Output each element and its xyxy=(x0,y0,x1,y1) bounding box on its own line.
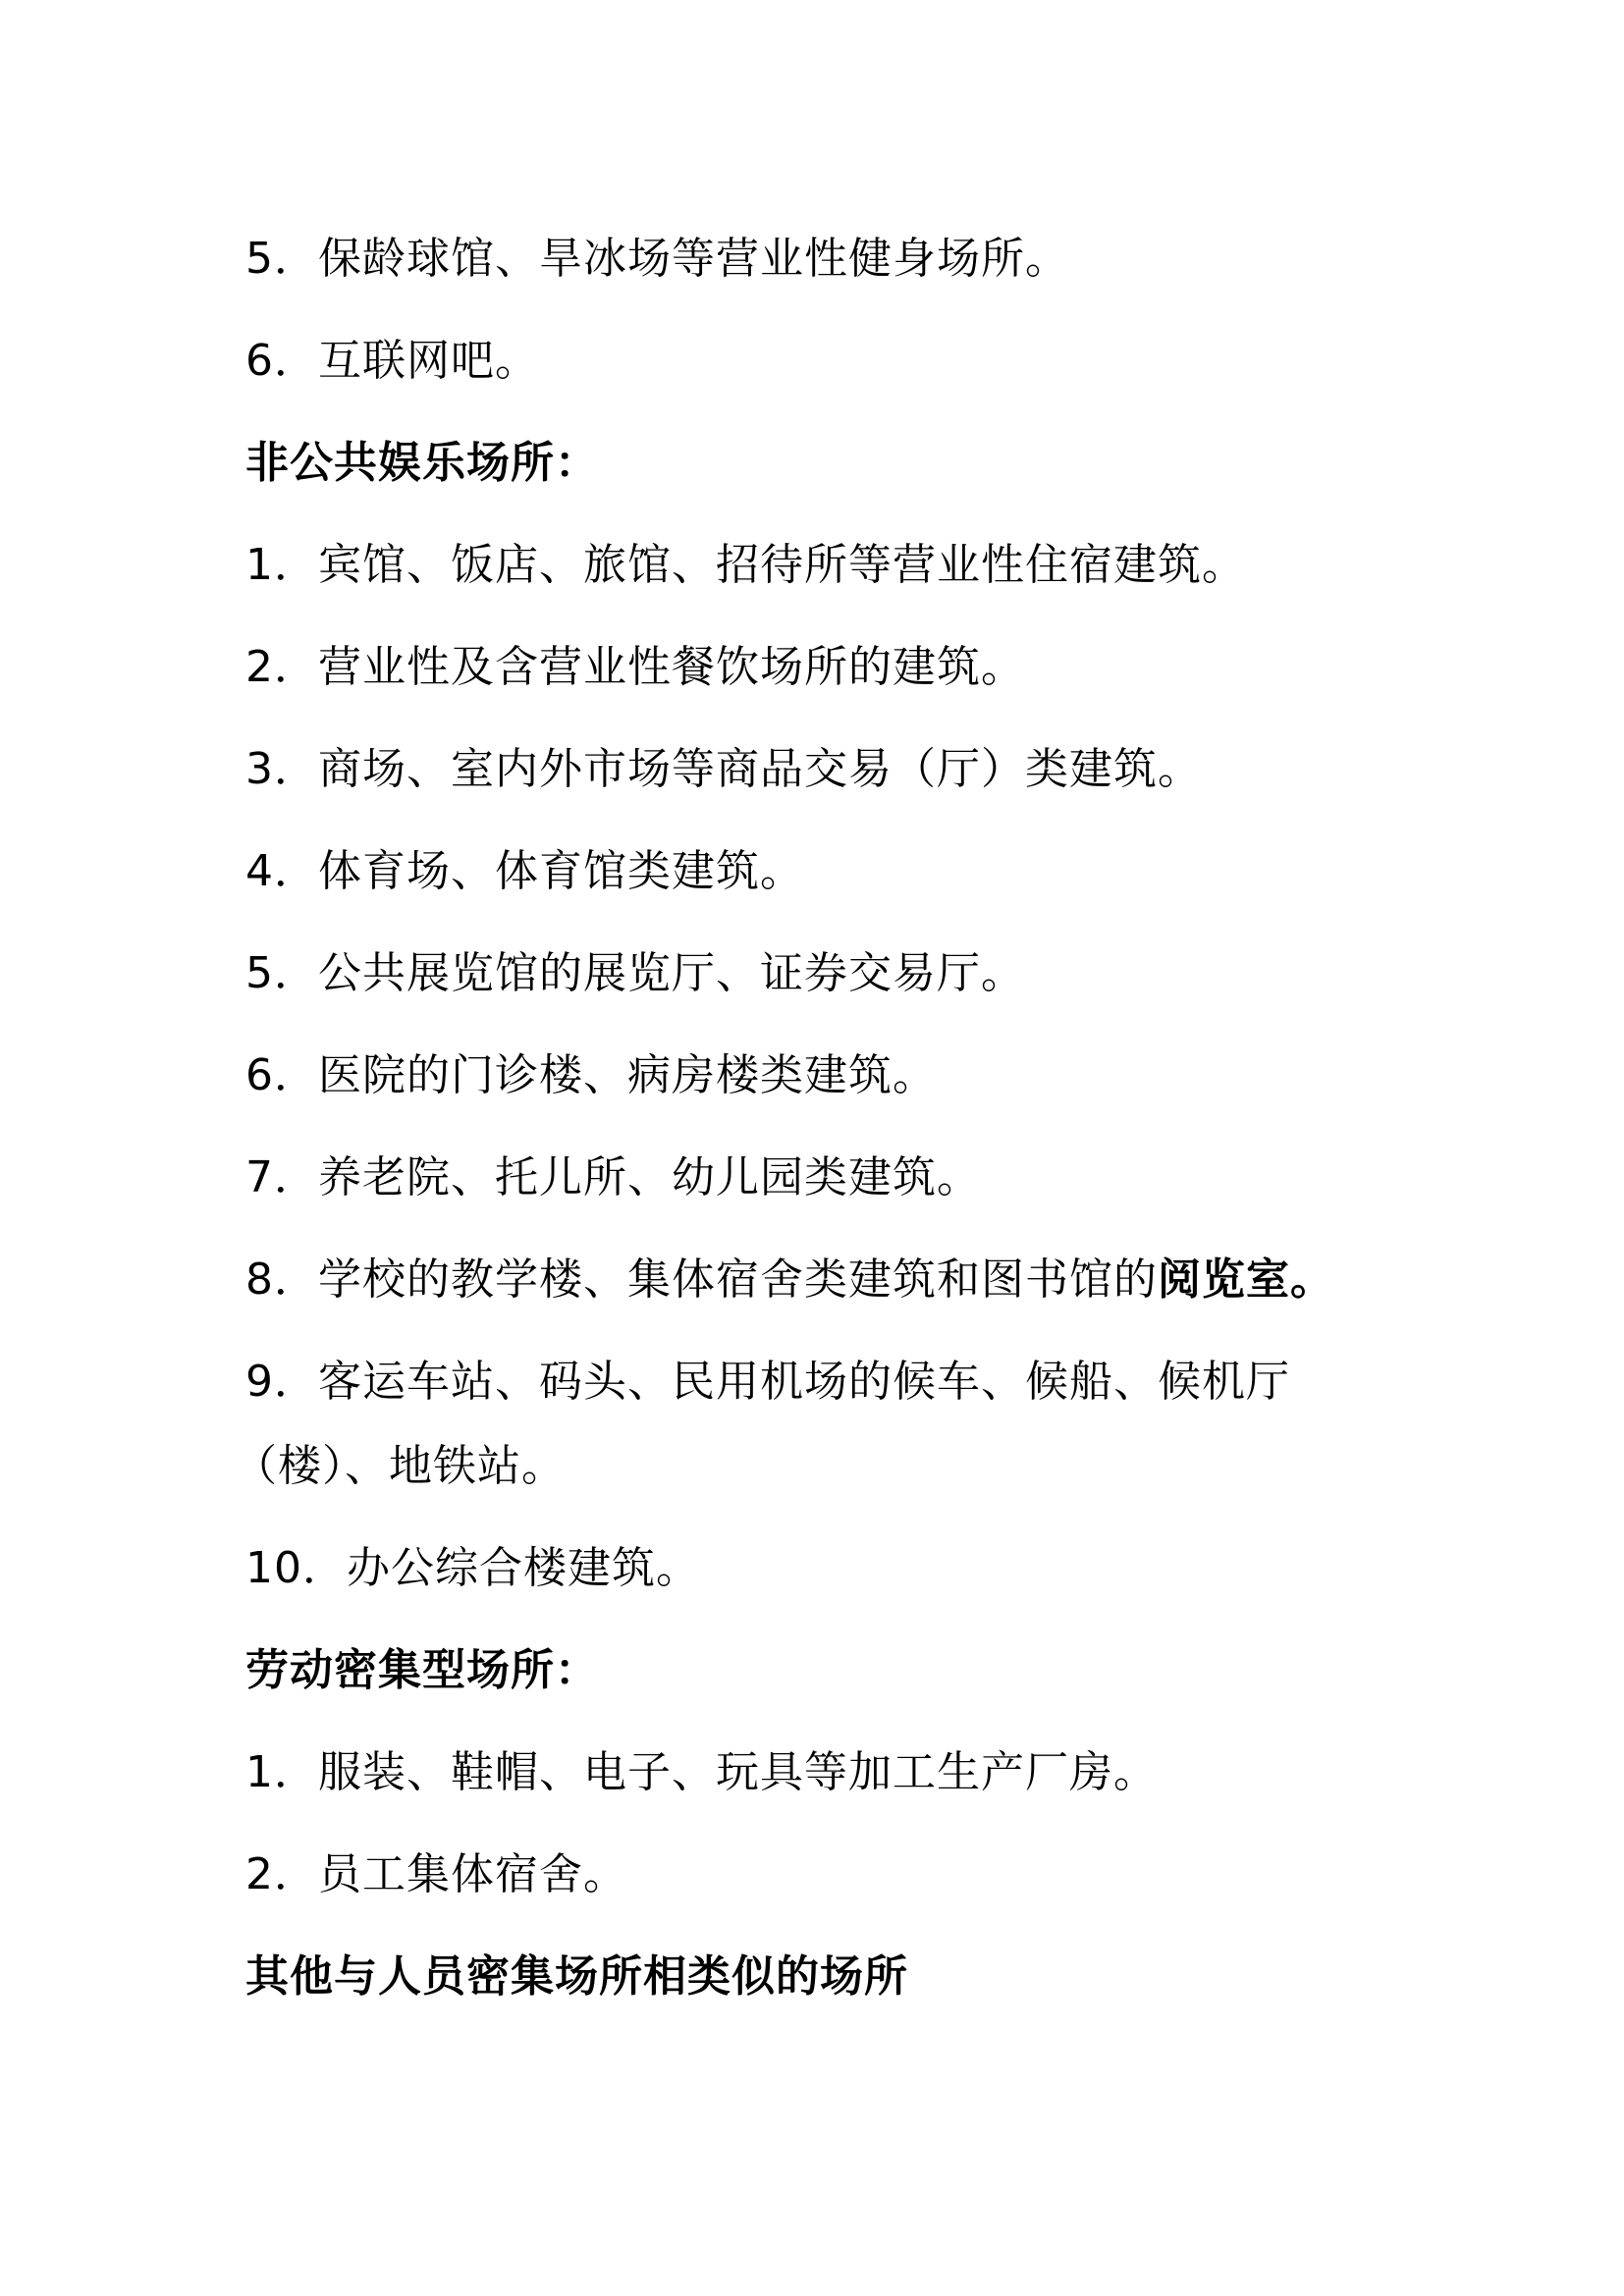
item-text: 服装、鞋帽、电子、玩具等加工生产厂房。 xyxy=(318,1747,1158,1797)
item-number: 8． xyxy=(245,1255,318,1305)
list-item xyxy=(245,1148,1375,1207)
list-item xyxy=(245,332,1375,391)
item-text: 医院的门诊楼、病房楼类建筑。 xyxy=(318,1050,937,1100)
item-text: 公共展览馆的展览厅、证券交易厅。 xyxy=(318,948,1025,998)
item-number: 9． xyxy=(245,1357,318,1407)
list-item xyxy=(245,1353,1375,1412)
list-item xyxy=(245,638,1375,697)
list-item xyxy=(245,536,1375,595)
item-text: 互联网吧。 xyxy=(318,336,539,386)
item-number: 6． xyxy=(245,1050,318,1100)
item-number: 4． xyxy=(245,846,318,896)
item-text: 体育场、体育馆类建筑。 xyxy=(318,846,804,896)
list-item xyxy=(245,842,1375,901)
item-number: 5． xyxy=(245,234,318,284)
list-item xyxy=(245,740,1375,799)
list-item xyxy=(245,1845,1375,1904)
item-text: 商场、室内外市场等商品交易（厅）类建筑。 xyxy=(318,744,1202,794)
item-number: 7． xyxy=(245,1152,318,1202)
item-number: 5． xyxy=(245,948,318,998)
list-item xyxy=(245,1743,1375,1802)
item-number: 6． xyxy=(245,336,318,386)
list-item xyxy=(245,1539,1375,1598)
item-text: 学校的教学楼、集体宿舍类建筑和图书馆的 xyxy=(318,1255,1158,1305)
item-text: 营业性及含营业性餐饮场所的建筑。 xyxy=(318,642,1025,692)
item-text: 宾馆、饭店、旅馆、招待所等营业性住宿建筑。 xyxy=(318,540,1246,590)
item-text: 养老院、托儿所、幼儿园类建筑。 xyxy=(318,1152,981,1202)
item-number: 3． xyxy=(245,744,318,794)
item-text-emphasis: 阅览室。 xyxy=(1158,1255,1334,1305)
section-heading-other: 其他与人员密集场所相类似的场所 xyxy=(245,1951,908,2002)
item-number: 2． xyxy=(245,1849,318,1899)
item-text: 员工集体宿舍。 xyxy=(318,1849,627,1899)
list-item xyxy=(245,1251,1375,1309)
item-number: 2． xyxy=(245,642,318,692)
section-heading-labor-intensive: 劳动密集型场所： xyxy=(245,1645,599,1695)
list-item xyxy=(245,1046,1375,1105)
item-number: 1． xyxy=(245,1747,318,1797)
item-number: 10． xyxy=(245,1543,347,1593)
list-item xyxy=(245,944,1375,1003)
item-number: 1． xyxy=(245,540,318,590)
item-text: 保龄球馆、旱冰场等营业性健身场所。 xyxy=(318,234,1069,284)
list-item-continuation: （楼）、地铁站。 xyxy=(234,1441,566,1491)
list-item xyxy=(245,230,1375,289)
section-heading-non-public: 非公共娱乐场所： xyxy=(245,438,599,488)
item-text: 办公综合楼建筑。 xyxy=(347,1543,700,1593)
item-text: 客运车站、码头、民用机场的候车、候船、候机厅 xyxy=(318,1357,1290,1407)
